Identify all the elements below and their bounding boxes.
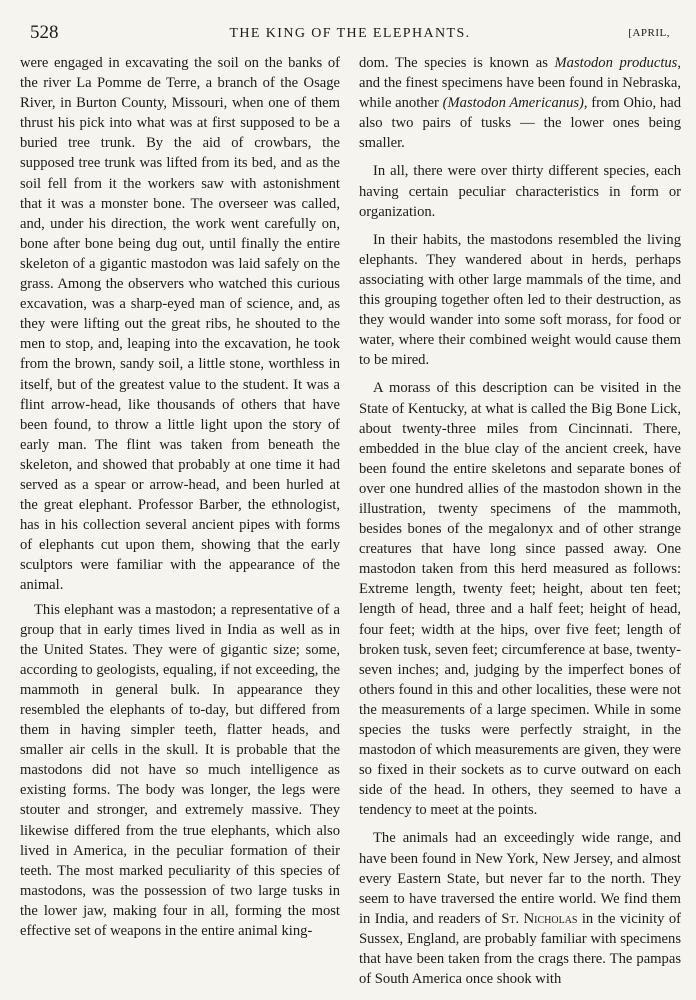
issue-month: [APRIL, — [628, 27, 670, 39]
running-title: THE KING OF THE ELEPHANTS. — [229, 26, 471, 41]
paragraph: dom. The species is known as Mastodon productus, and the finest specimens have been found in Nebraska, while another (Mastodon Americanus), from Ohio, had also two pairs of tusks — the lower ones being smaller. — [359, 55, 682, 152]
page-number: 528 — [30, 22, 59, 43]
magazine-name: St. Nicholas — [501, 910, 578, 927]
page-header — [30, 22, 670, 48]
paragraph: In all, there were over thirty different species, each having certain peculiar characteristics in form or organization. — [359, 163, 681, 220]
left-column — [20, 53, 340, 941]
paragraph: In their habits, the mastodons resembled the living elephants. They wandered about in herds, perhaps associating with other large mammals of the time, and this grouping together often led to their destruction, as they would wander into some soft morass, for food or water, where their combined weight would cause them to be mired. — [359, 231, 681, 369]
paragraph: A morass of this description can be visited in the State of Kentucky, at what is called the Big Bone Lick, about twenty-three miles from Cincinnati. There, embedded in the blue clay of the ancient creek, have been found the entire skeletons and separate bones of over one hundred allies of the mastodon shown in the illustration, twenty specimens of the mammoth, besides bones of the megalonyx and of other strange creatures that have long since passed away. One mastodon taken from this herd measured as follows: Extreme length, twenty feet; height, about ten feet; length of head, three and a half feet; height of head, four feet; width at the hips, over five feet; length of broken tusk, seven feet; circumference at base, twenty-seven inches; and, judging by the imperfect bones of others found in this and other localities, these were not the measurements of a large specimen. While in some species the tusks were perfectly straight, in the mastodon of which measurements are given, they were so fixed in their sockets as to curve outward on each side of the head. In others, they seemed to have a tendency to meet at the points. — [359, 380, 681, 819]
paragraph: This elephant was a mastodon; a representative of a group that in early times lived in India as well as in the United States. They were of gigantic size; some, according to geologists, equaling, if not exceeding, the mammoth in general bulk. In appearance they resembled the elephants of to-day, but differed from them in having simpler teeth, flatter heads, and smaller air cells in the skull. It is probable that the mastodons did not have so much intelligence as existing forms. The body was longer, the legs were stouter and stronger, and extremely massive. They likewise differed from the true elephants, which also lived in America, in the peculiar formation of their teeth. The most marked peculiarity of this species of mastodons, was the possession of two large tusks in the lower jaw, making four in all, forming the most effective set of weapons in the entire animal king- — [20, 601, 340, 940]
right-column — [359, 53, 681, 989]
paragraph: were engaged in excavating the soil on the banks of the river La Pomme de Terre, a branch of the Osage River, in Burton County, Missouri, when one of them thrust his pick into what was at first supposed to be a buried tree trunk. By the aid of crowbars, the supposed tree trunk was lifted from its bed, and as the soil fell from it the workers saw with astonishment that it was a monster bone. The overseer was called, and, under his direction, the work went carefully on, bone after bone being dug out, until finally the entire skeleton of a gigantic mastodon was laid safely on the grass. Among the observers who watched this curious excavation, was a sharp-eyed man of science, and, as they were lifting out the great ribs, he shouted to the men to stop, and, leaping into the excavation, he took from the brown, sandy soil, a little stone, worthless in itself, but of the greatest value to the student. It was a flint arrow-head, like thousands of others that have been found, to throw a little light upon the story of early man. The flint was taken from beneath the skeleton, and showed that probably at one time it had served as a spear or arrow-head, and been hurled at the great elephant. Professor Barber, the ethnologist, has in his collection several ancient pipes with forms of elephants cut upon them, showing that the early sculptors were familiar with the appearance of the animal. — [20, 55, 340, 594]
species-name: Mastodon productus — [554, 55, 678, 71]
species-name: (Mastodon Americanus) — [442, 95, 584, 112]
paragraph: The animals had an exceedingly wide range, and have been found in New York, New Jersey, and almost every Eastern State, but never far to the north. They seem to have traversed the entire world. We find them in India, and readers of St. Nicholas in the vicinity of Sussex, England, are probably familiar with specimens that have been taken from the crags there. The pampas of South America once shook with — [359, 830, 681, 988]
